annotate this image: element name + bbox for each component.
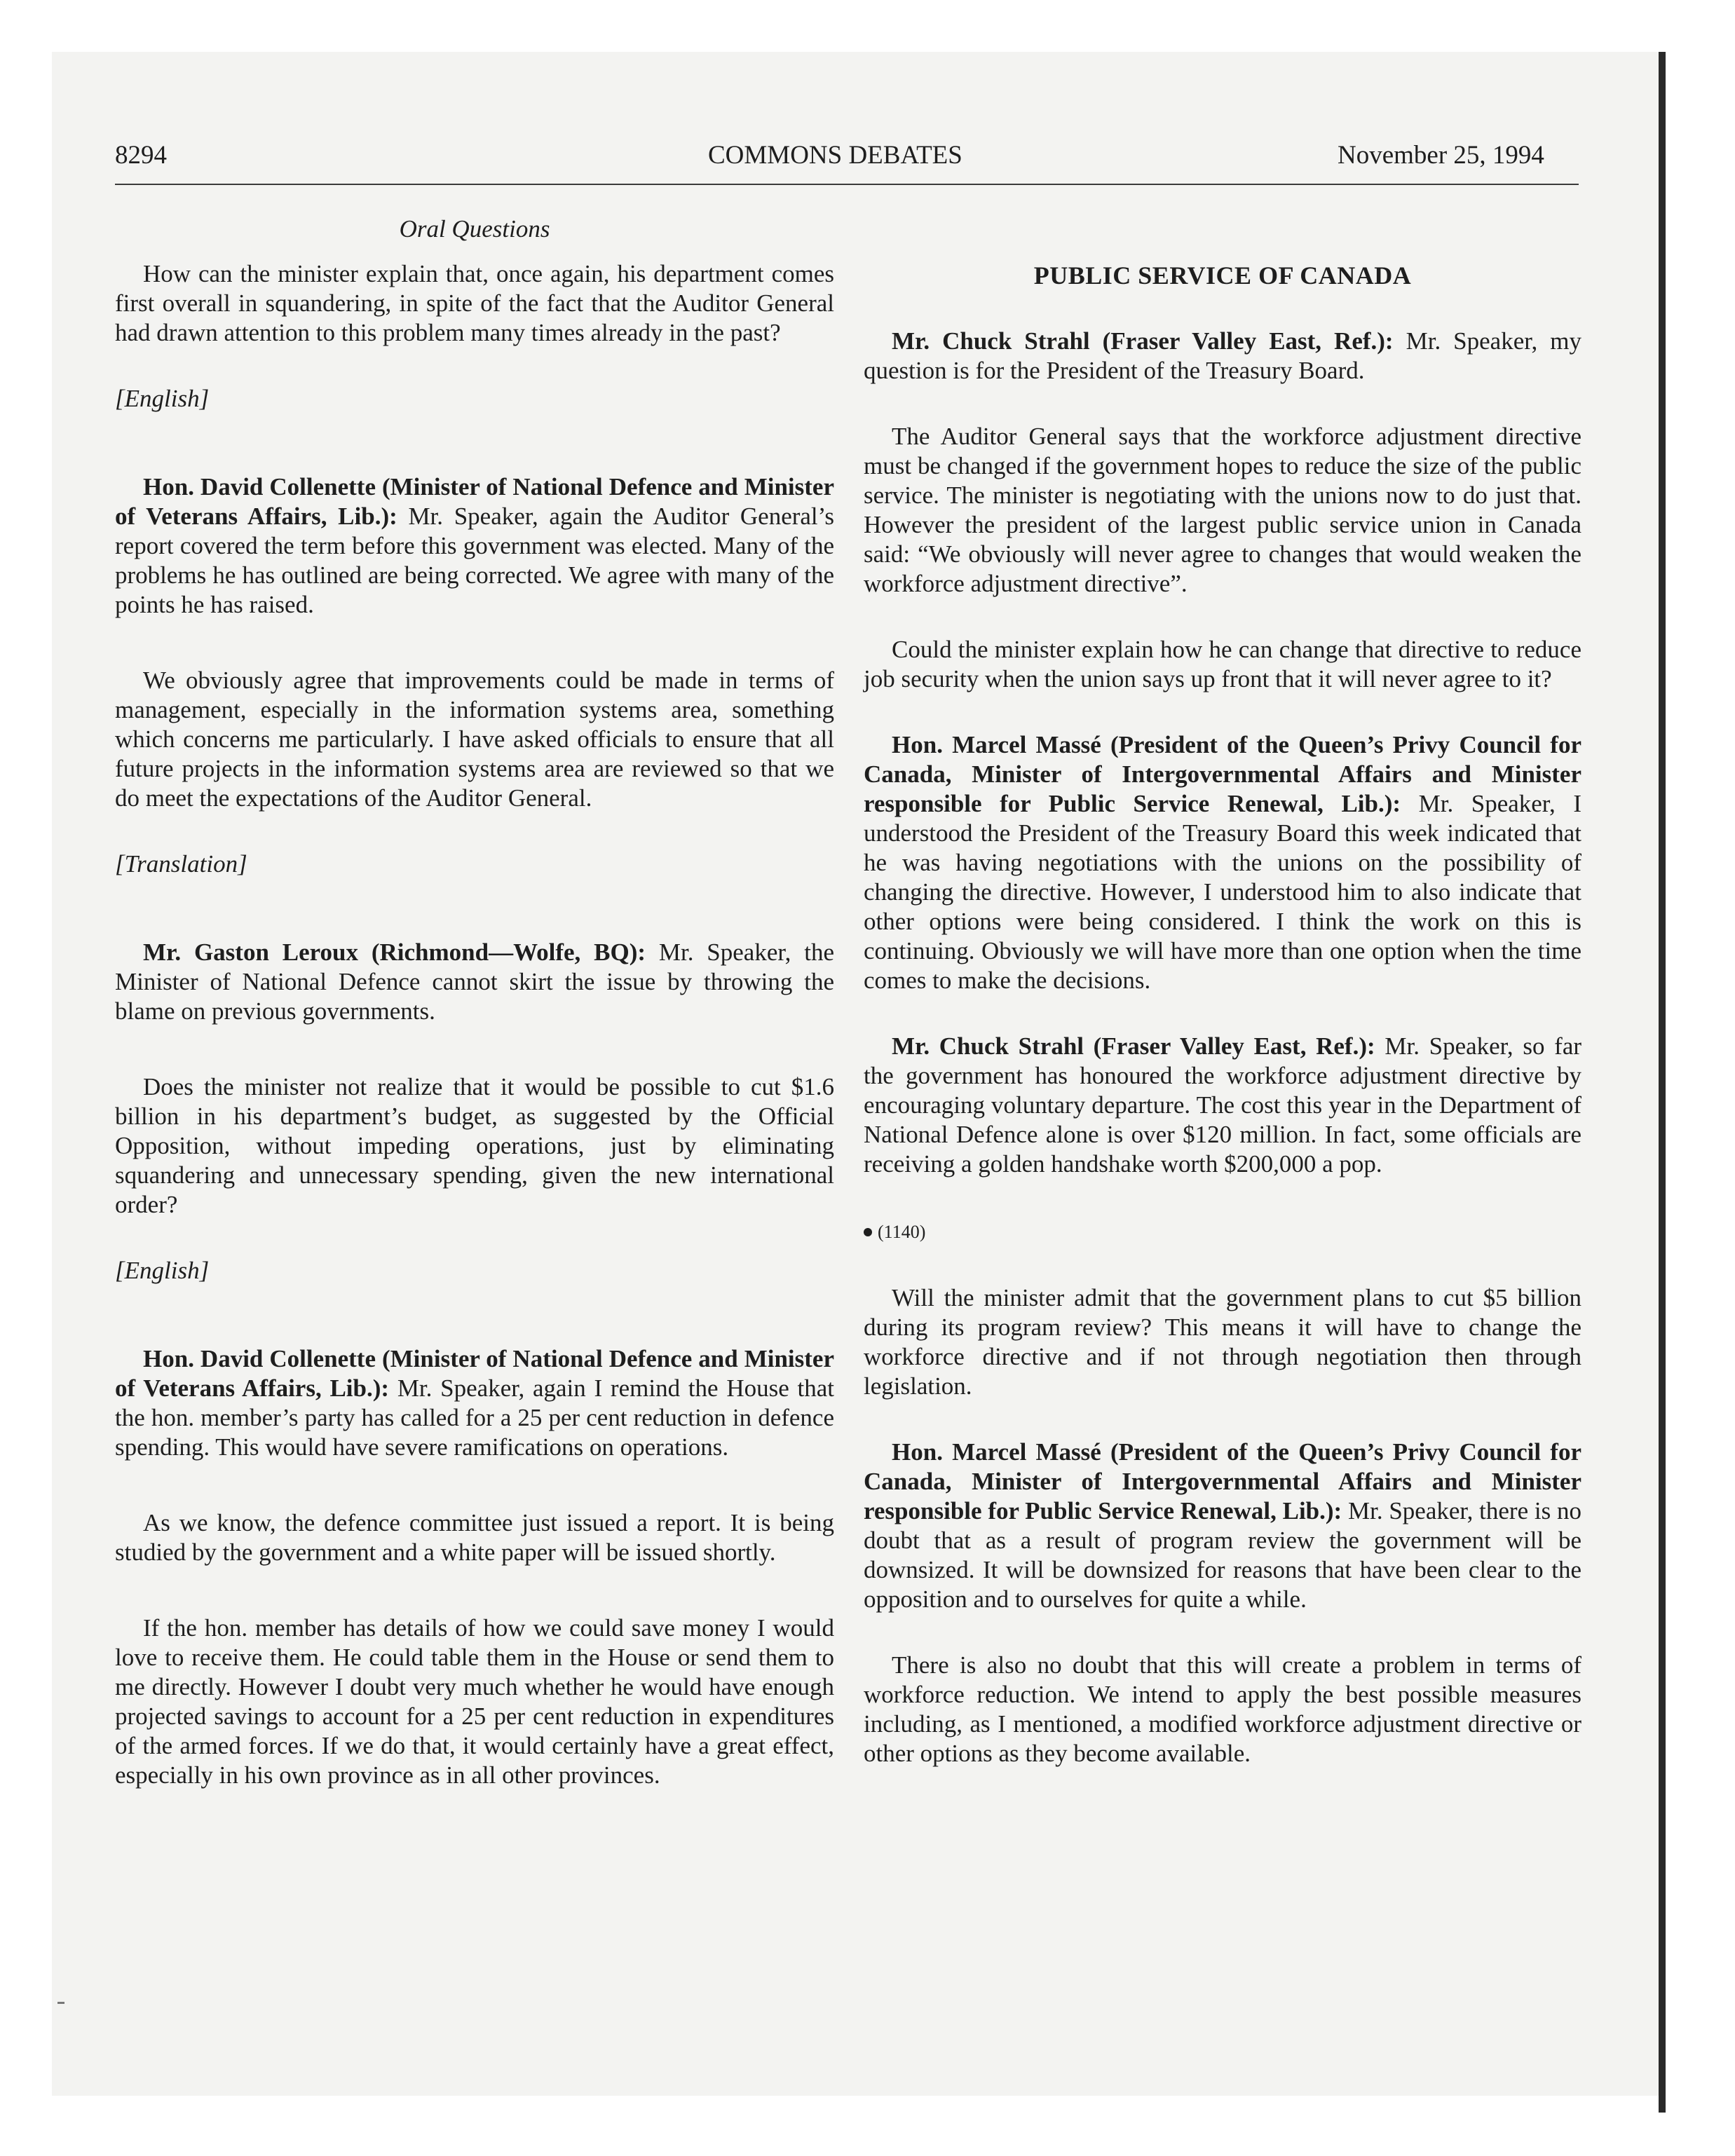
speaker-name: Hon. David Collenette (Minister of National Defence and Minister of Veterans Affairs, Lib.): xyxy=(115,1345,834,1402)
paragraph: Could the minister explain how he can change that directive to reduce job security when the union says up front that it will never agree to it? xyxy=(864,636,1581,692)
speaker-name: Mr. Chuck Strahl (Fraser Valley East, Ref.): xyxy=(892,1032,1375,1060)
paragraph: Does the minister not realize that it would be possible to cut $1.6 billion in his department’s budget, as suggested by the Official Opposition, without impeding operations, just by eliminating squandering and unnecessary spending, given the new international order? xyxy=(115,1073,834,1218)
speech-text: Mr. Speaker, I understood the President of the Treasury Board this week indicated that he was having negotiations with the unions on the possibility of changing the directive. However, I understood him to also indicate that other options were being considered. I think the work on this is continuing. Obviously we will have more than one option when the time comes to make the decisions. xyxy=(864,790,1581,994)
timestamp: (1140) xyxy=(878,1222,926,1242)
speech-text: Mr. Speaker, my question is for the President of the Treasury Board. xyxy=(864,327,1581,384)
scan-speck xyxy=(57,2002,64,2004)
speech xyxy=(115,472,834,620)
speech xyxy=(864,1032,1581,1179)
speaker-name: Mr. Gaston Leroux (Richmond—Wolfe, BQ): xyxy=(143,939,646,966)
speech xyxy=(864,1438,1581,1614)
paragraph: If the hon. member has details of how we could save money I would love to receive them. He could table them in the House or send them to me directly. However I doubt very much whether he would have enough projected savings to account for a 25 per cent reduction in expenditures of the armed forces. If we do that, it would certainly have a great effect, especially in his own province as in all other provinces. xyxy=(115,1614,834,1789)
page-number: 8294 xyxy=(115,141,167,170)
paragraph: We obviously agree that improvements could be made in terms of management, especially in the information systems area, something which concerns me particularly. I have asked officials to ensure that all future projects in the information systems area are reviewed so that we do meet the expectations of the Auditor General. xyxy=(115,667,834,812)
speech-text: Mr. Speaker, so far the government has honoured the workforce adjustment directive by encouraging voluntary departure. The cost this year in the Department of National Defence alone is over $120 million. In fact, some officials are receiving a golden handshake worth $200,000 a pop. xyxy=(864,1032,1582,1178)
section-title: Oral Questions xyxy=(399,215,550,243)
language-label: [English] xyxy=(115,385,210,412)
scan-edge-bar xyxy=(1659,52,1666,2113)
section-heading: PUBLIC SERVICE OF CANADA xyxy=(1033,261,1412,289)
speech xyxy=(864,327,1581,386)
language-label: [Translation] xyxy=(115,850,247,878)
paragraph: As we know, the defence committee just issued a report. It is being studied by the government and a white paper will be issued shortly. xyxy=(115,1509,834,1566)
speech-text: Mr. Speaker, the Minister of National Defence cannot skirt the issue by throwing the blame on previous governments. xyxy=(115,939,834,1025)
speech-text: Mr. Speaker, again I remind the House that the hon. member’s party has called for a 25 per cent reduction in defence spending. This would have severe ramifications on operations. xyxy=(115,1374,834,1461)
header-rule xyxy=(115,184,1579,185)
speech xyxy=(115,1344,834,1462)
speaker-name: Hon. Marcel Massé (President of the Queen’s Privy Council for Canada, Minister of Intergovernmental Affairs and Minister responsible for Public Service Renewal, Lib.): xyxy=(864,1438,1581,1524)
paragraph: How can the minister explain that, once again, his department comes first overall in squandering, in spite of the fact that the Auditor General had drawn attention to this problem many times already in the past? xyxy=(115,260,834,346)
speaker-name: Hon. David Collenette (Minister of National Defence and Minister of Veterans Affairs, Lib.): xyxy=(115,473,834,530)
speech xyxy=(864,730,1581,995)
running-title: COMMONS DEBATES xyxy=(708,141,962,170)
language-label: [English] xyxy=(115,1257,210,1284)
time-marker xyxy=(864,1215,1581,1247)
right-column xyxy=(864,261,1581,1768)
speaker-name: Mr. Chuck Strahl (Fraser Valley East, Ref.): xyxy=(892,327,1394,355)
bullet-icon xyxy=(864,1228,872,1236)
speech-text: Mr. Speaker, again the Auditor General’s report covered the term before this government was elected. Many of the problems he has outlined are being corrected. We agree with many of the points he has raised. xyxy=(115,503,834,618)
left-column xyxy=(115,214,834,1790)
paragraph: The Auditor General says that the workforce adjustment directive must be changed if the government hopes to reduce the size of the public service. The minister is negotiating with the unions now to do just that. However the president of the largest public service union in Canada said: “We obviously will never agree to changes that would weaken the workforce adjustment directive”. xyxy=(864,423,1581,597)
speech-text: Mr. Speaker, there is no doubt that as a result of program review the government will be downsized. It will be downsized for reasons that have been clear to the opposition and to ourselves for quite a while. xyxy=(864,1497,1581,1613)
header-date: November 25, 1994 xyxy=(1338,141,1544,170)
paragraph: Will the minister admit that the government plans to cut $5 billion during its program review? This means it will have to change the workforce directive and if not through negotiation then through legislation. xyxy=(864,1284,1581,1400)
paragraph: There is also no doubt that this will create a problem in terms of workforce reduction. We intend to apply the best possible measures including, as I mentioned, a modified workforce adjustment directive or other options as they become available. xyxy=(864,1651,1581,1767)
speaker-name: Hon. Marcel Massé (President of the Queen’s Privy Council for Canada, Minister of Intergovernmental Affairs and Minister responsible for Public Service Renewal, Lib.): xyxy=(864,731,1581,817)
speech xyxy=(115,938,834,1026)
